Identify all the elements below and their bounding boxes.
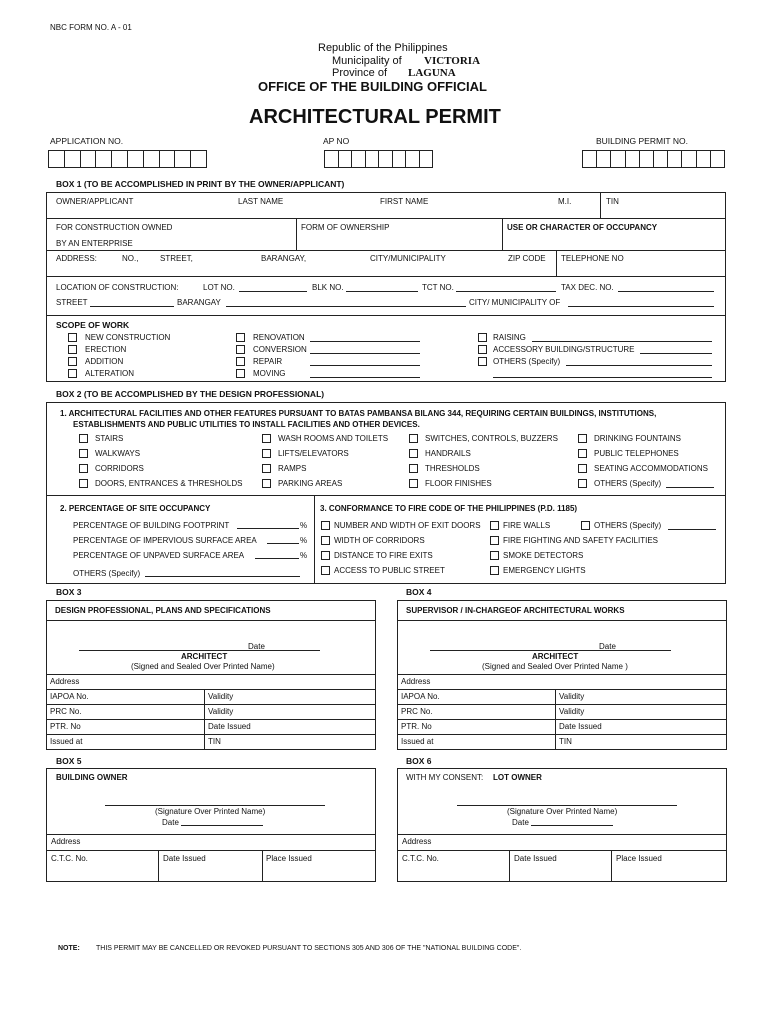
form-ownership-label: FORM OF OWNERSHIP [301,223,390,232]
application-no-cell[interactable] [174,150,191,168]
facility-checkbox[interactable] [262,464,271,473]
facility-checkbox[interactable] [578,434,587,443]
city-municipality-field[interactable] [568,306,714,307]
facility-checkbox[interactable] [262,449,271,458]
scope-checkbox[interactable] [68,369,77,378]
scope-checkbox[interactable] [236,369,245,378]
building-permit-no-cell[interactable] [710,150,725,168]
fire-others-label: OTHERS (Specify) [594,521,662,530]
box3-signed-caption: (Signed and Sealed Over Printed Name) [131,662,275,671]
box4-row-label: TIN [559,737,572,746]
box4-row-label: Issued at [401,737,434,746]
tct-no-field[interactable] [456,291,556,292]
facility-checkbox[interactable] [409,449,418,458]
building-permit-no-cell[interactable] [667,150,682,168]
scope-checkbox[interactable] [68,345,77,354]
box3-row-label: IAPOA No. [50,692,89,701]
box3-label: BOX 3 [56,587,82,597]
box3-date-label: Date [248,642,265,651]
owner-signature-line[interactable] [105,805,325,806]
scope-label: OTHERS (Specify) [493,357,561,366]
box3-row-line [46,719,376,720]
box3-row-label: PRC No. [50,707,82,716]
fire-others-field[interactable] [668,529,716,530]
facility-label: PUBLIC TELEPHONES [594,449,679,458]
street-label: STREET [56,298,88,307]
scope-label: RAISING [493,333,526,342]
facility-label: STAIRS [95,434,124,443]
tct-no-label: TCT NO. [422,283,454,292]
address-no-label: NO., [122,254,139,263]
box4-row-label: PTR. No [401,722,432,731]
fire-label: NUMBER AND WIDTH OF EXIT DOORS [334,521,481,530]
scope-label: CONVERSION [253,345,307,354]
scope-label: MOVING [253,369,286,378]
scope-checkbox[interactable] [236,345,245,354]
page-title: ARCHITECTURAL PERMIT [249,106,501,128]
zip-code-label: ZIP CODE [508,254,546,263]
lot-owner-heading: LOT OWNER [493,773,542,782]
fire-checkbox[interactable] [321,551,330,560]
percentage-label: PERCENTAGE OF IMPERVIOUS SURFACE AREA [73,536,257,545]
republic-line: Republic of the Philippines [318,42,448,54]
building-permit-no-cell[interactable] [582,150,597,168]
municipality-value: VICTORIA [424,55,481,67]
fire-checkbox[interactable] [490,536,499,545]
scope-checkbox[interactable] [236,333,245,342]
building-permit-no-cell[interactable] [596,150,611,168]
box3-row-line [46,734,376,735]
fire-label: ACCESS TO PUBLIC STREET [334,566,445,575]
facility-label: WASH ROOMS AND TOILETS [278,434,389,443]
box4-date-label: Date [599,642,616,651]
box3-row-label: Address [50,677,80,686]
city-municipality-label: CITY/ MUNICIPALITY OF [469,298,561,307]
box1-heading: BOX 1 (TO BE ACCOMPLISHED IN PRINT BY THE OWNER/APPLICANT) [56,179,345,189]
building-permit-no-label: BUILDING PERMIT NO. [596,136,688,146]
facility-checkbox[interactable] [79,479,88,488]
scope-specify-line[interactable] [310,365,420,366]
building-permit-no-cell[interactable] [696,150,711,168]
scope-specify-line[interactable] [310,377,420,378]
box3-row-label: Validity [208,707,234,716]
ap-no-cell[interactable] [378,150,393,168]
application-no-cell[interactable] [127,150,144,168]
fire-others-checkbox[interactable] [581,521,590,530]
fire-checkbox[interactable] [321,536,330,545]
address-barangay-label: BARANGAY, [261,254,307,263]
facility-others-line[interactable] [666,487,714,488]
box4-col-line [555,689,556,750]
address-label: ADDRESS: [56,254,97,263]
fire-label: EMERGENCY LIGHTS [503,566,586,575]
facility-label: SEATING ACCOMMODATIONS [594,464,708,473]
address-city-label: CITY/MUNICIPALITY [370,254,446,263]
fire-label: WIDTH OF CORRIDORS [334,536,425,545]
box4-divider [397,620,727,621]
blk-no-field[interactable] [346,291,418,292]
scope-label: ALTERATION [85,369,135,378]
percentage-field[interactable] [255,558,299,559]
facility-label: OTHERS (Specify) [594,479,662,488]
fire-checkbox[interactable] [490,551,499,560]
application-no-cell[interactable] [190,150,207,168]
facility-checkbox[interactable] [79,449,88,458]
percent-sign: % [300,521,308,530]
scope-label: ERECTION [85,345,127,354]
street-field[interactable] [90,306,174,307]
fire-label: FIRE FIGHTING AND SAFETY FACILITIES [503,536,658,545]
application-no-cell[interactable] [95,150,112,168]
scope-specify-line[interactable] [310,353,420,354]
box3-col-line [204,689,205,750]
lot-owner-date-issued-label: Date Issued [514,854,557,863]
box3-row-label: PTR. No [50,722,81,731]
box3-heading: DESIGN PROFESSIONAL, PLANS AND SPECIFICATIONS [55,606,271,615]
item3-heading: 3. CONFORMANCE TO FIRE CODE OF THE PHILIPPINES (P.D. 1185) [320,504,578,513]
box4-row-line [397,719,727,720]
facility-label: THRESHOLDS [425,464,480,473]
accessory-line[interactable] [640,353,712,354]
box4-row-label: PRC No. [401,707,433,716]
barangay-field[interactable] [226,306,466,307]
owner-address-label: Address [51,837,81,846]
others-line-2[interactable] [493,377,712,378]
box4-date-field[interactable] [619,650,671,651]
facility-checkbox[interactable] [409,464,418,473]
facility-label: RAMPS [278,464,307,473]
fire-checkbox[interactable] [321,566,330,575]
percent-sign: % [300,551,308,560]
facility-label: DOORS, ENTRANCES & THRESHOLDS [95,479,243,488]
office-title: OFFICE OF THE BUILDING OFFICIAL [258,79,487,94]
raising-line[interactable] [532,341,712,342]
lot-no-field[interactable] [239,291,307,292]
blk-no-label: BLK NO. [312,283,344,292]
application-no-cell[interactable] [111,150,128,168]
box4-signed-caption: (Signed and Sealed Over Printed Name ) [482,662,628,671]
box4-row-line [397,674,727,675]
box6-label: BOX 6 [406,756,432,766]
scope-label: RENOVATION [253,333,305,342]
facility-checkbox[interactable] [409,479,418,488]
location-label: LOCATION OF CONSTRUCTION: [56,283,179,292]
facility-label: PARKING AREAS [278,479,343,488]
owner-applicant-label: OWNER/APPLICANT [56,197,134,206]
box3-role: ARCHITECT [181,652,228,661]
fire-label: FIRE WALLS [503,521,551,530]
box4-row-label: Date Issued [559,722,602,731]
box4-heading: SUPERVISOR / IN-CHARGEOF ARCHITECTURAL WORKS [406,606,625,615]
box4-row-line [397,704,727,705]
facility-checkbox[interactable] [409,434,418,443]
fire-checkbox[interactable] [321,521,330,530]
lot-owner-address-label: Address [402,837,432,846]
building-permit-no-cell[interactable] [610,150,625,168]
first-name-label: FIRST NAME [380,197,429,206]
owner-place-issued-label: Place Issued [266,854,312,863]
facility-checkbox[interactable] [578,479,587,488]
note-label: NOTE: [58,945,80,952]
others-line[interactable] [566,365,712,366]
scope-checkbox[interactable] [236,357,245,366]
item1-line2: ESTABLISHMENTS AND PUBLIC UTILITIES TO INSTALL FACILITIES AND OTHER DEVICES. [73,420,420,429]
box4-row-label: Validity [559,692,585,701]
owner-ctc-label: C.T.C. No. [51,854,88,863]
box4-row-label: IAPOA No. [401,692,440,701]
application-no-cell[interactable] [159,150,176,168]
scope-checkbox[interactable] [68,357,77,366]
scope-checkbox[interactable] [68,333,77,342]
owner-date-issued-label: Date Issued [163,854,206,863]
box3-row-line [46,689,376,690]
fire-label: SMOKE DETECTORS [503,551,584,560]
building-permit-no-cell[interactable] [653,150,668,168]
percentage-field[interactable] [237,528,299,529]
lot-owner-place-issued-label: Place Issued [616,854,662,863]
box4-role: ARCHITECT [532,652,579,661]
note-text: THIS PERMIT MAY BE CANCELLED OR REVOKED PURSUANT TO SECTIONS 305 AND 306 OF THE "NATIONAL BUILDING CODE". [96,945,522,952]
percentage-label: PERCENTAGE OF BUILDING FOOTPRINT [73,521,230,530]
box5-label: BOX 5 [56,756,82,766]
province-value: LAGUNA [408,67,456,79]
owner-date-field[interactable] [181,825,263,826]
application-no-cell[interactable] [80,150,97,168]
scope-checkbox[interactable] [478,333,487,342]
box3-row-line [46,704,376,705]
scope-label: REPAIR [253,357,283,366]
box3-divider [46,620,376,621]
box3-row-label: Issued at [50,737,83,746]
building-permit-no-cell[interactable] [681,150,696,168]
lot-owner-signature-line[interactable] [457,805,677,806]
facility-label: LIFTS/ELEVATORS [278,449,349,458]
tax-dec-label: TAX DEC. NO. [561,283,614,292]
lot-owner-ctc-label: C.T.C. No. [402,854,439,863]
facility-checkbox[interactable] [262,434,271,443]
tin-label: TIN [606,197,619,206]
owner-signature-caption: (Signature Over Printed Name) [155,807,266,816]
facility-checkbox[interactable] [79,434,88,443]
fire-label: DISTANCE TO FIRE EXITS [334,551,433,560]
facility-label: WALKWAYS [95,449,141,458]
scope-label: ACCESSORY BUILDING/STRUCTURE [493,345,635,354]
application-no-cell[interactable] [48,150,65,168]
application-no-label: APPLICATION NO. [50,136,124,146]
owner-date-label: Date [162,818,179,827]
ap-no-label: AP NO [323,136,350,146]
facility-checkbox[interactable] [79,464,88,473]
lot-no-label: LOT NO. [203,283,235,292]
ap-no-cell[interactable] [351,150,366,168]
building-permit-no-cell[interactable] [639,150,654,168]
ap-no-cell[interactable] [405,150,420,168]
facility-label: SWITCHES, CONTROLS, BUZZERS [425,434,558,443]
ap-no-cell[interactable] [392,150,407,168]
scope-of-work-heading: SCOPE OF WORK [56,320,130,330]
address-street-label: STREET, [160,254,193,263]
tax-dec-field[interactable] [618,291,714,292]
scope-specify-line[interactable] [310,341,420,342]
ap-no-cell[interactable] [419,150,434,168]
province-label: Province of [332,67,388,79]
fire-checkbox[interactable] [490,566,499,575]
lot-owner-date-label: Date [512,818,529,827]
lot-owner-signature-caption: (Signature Over Printed Name) [507,807,618,816]
application-no-cell[interactable] [143,150,160,168]
ap-no-cell[interactable] [324,150,339,168]
box3-row-label: Date Issued [208,722,251,731]
box2-heading: BOX 2 (TO BE ACCOMPLISHED BY THE DESIGN PROFESSIONAL) [56,389,325,399]
item1-line1: 1. ARCHITECTURAL FACILITIES AND OTHER FEATURES PURSUANT TO BATAS PAMBANSA BILANG 344, REQUIRING CERTAIN BUILDINGS, INSTITUTIONS, [60,409,657,418]
ap-no-cell[interactable] [338,150,353,168]
by-enterprise-label: BY AN ENTERPRISE [56,239,133,248]
mi-label: M.I. [558,197,572,206]
pct-others-field[interactable] [145,576,300,577]
box4-row-label: Address [401,677,431,686]
building-owner-heading: BUILDING OWNER [56,773,128,782]
scope-checkbox[interactable] [478,357,487,366]
box4-row-line [397,734,727,735]
telephone-label: TELEPHONE NO [561,254,624,263]
facility-checkbox[interactable] [262,479,271,488]
box4-label: BOX 4 [406,587,432,597]
use-character-label: USE OR CHARACTER OF OCCUPANCY [507,223,658,232]
box4-row-line [397,689,727,690]
ap-no-cell[interactable] [365,150,380,168]
box3-row-label: Validity [208,692,234,701]
scope-checkbox[interactable] [478,345,487,354]
facility-label: CORRIDORS [95,464,144,473]
facility-label: FLOOR FINISHES [425,479,492,488]
percentage-label: PERCENTAGE OF UNPAVED SURFACE AREA [73,551,245,560]
box3-date-field[interactable] [268,650,320,651]
building-permit-no-cell[interactable] [625,150,640,168]
municipality-label: Municipality of [332,55,402,67]
facility-checkbox[interactable] [578,449,587,458]
facility-label: DRINKING FOUNTAINS [594,434,681,443]
percent-sign: % [300,536,308,545]
box4-row-label: Validity [559,707,585,716]
for-construction-label: FOR CONSTRUCTION OWNED [56,223,173,232]
consent-label: WITH MY CONSENT: [406,773,484,782]
form-number: NBC FORM NO. A - 01 [50,23,132,32]
scope-label: NEW CONSTRUCTION [85,333,171,342]
box3-row-line [46,674,376,675]
lot-owner-date-field[interactable] [531,825,613,826]
application-no-cell[interactable] [64,150,81,168]
scope-label: ADDITION [85,357,124,366]
facility-label: HANDRAILS [425,449,471,458]
fire-checkbox[interactable] [490,521,499,530]
item2-heading: 2. PERCENTAGE OF SITE OCCUPANCY [60,504,211,513]
facility-checkbox[interactable] [578,464,587,473]
box3-row-label: TIN [208,737,221,746]
last-name-label: LAST NAME [238,197,284,206]
barangay-label: BARANGAY [177,298,221,307]
percentage-field[interactable] [267,543,299,544]
pct-others-label: OTHERS (Specify) [73,569,141,578]
